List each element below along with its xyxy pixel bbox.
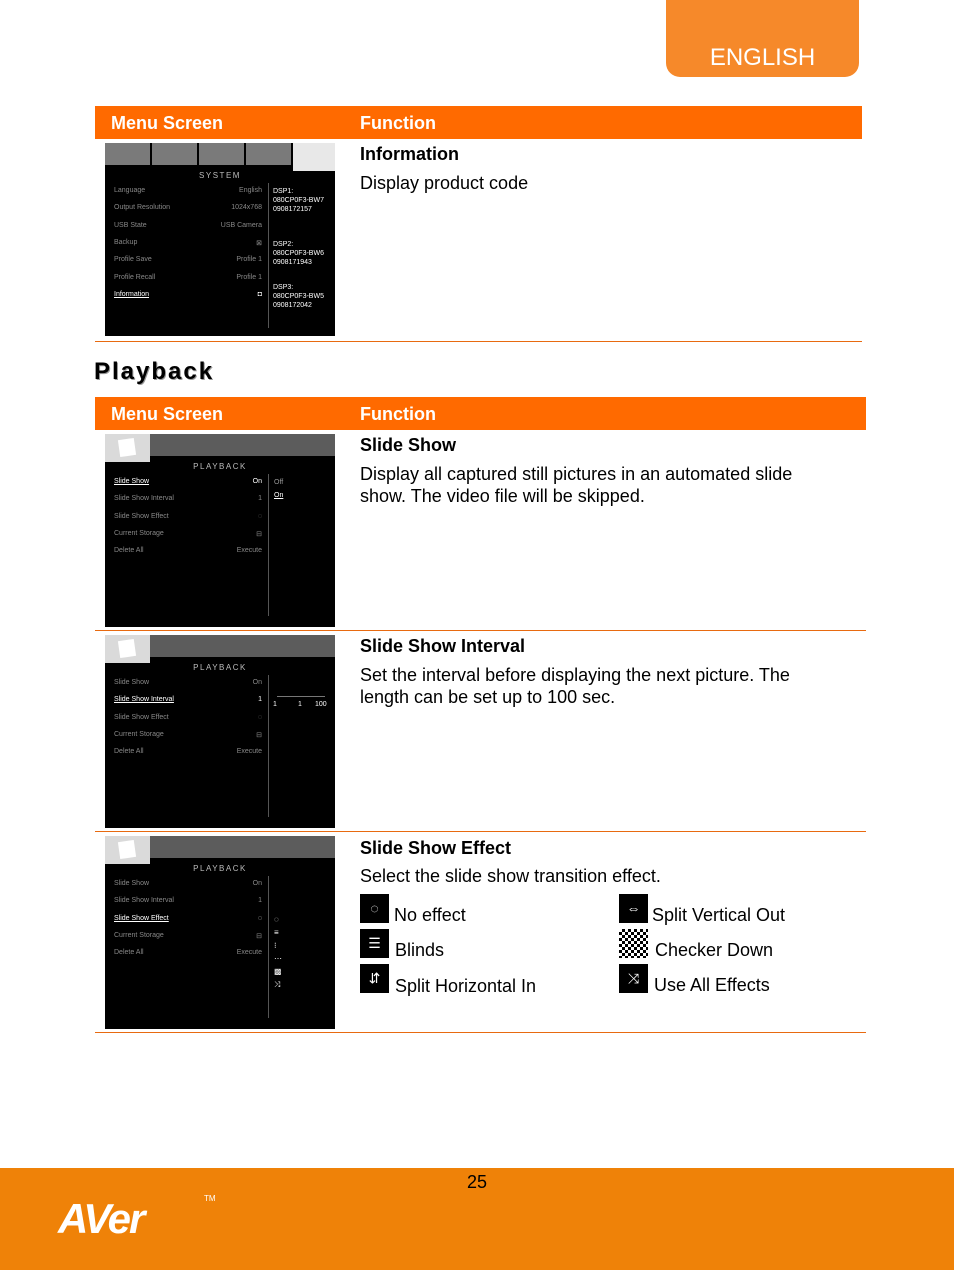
effect-label: Checker Down (655, 940, 774, 960)
table-header-playback (95, 397, 866, 430)
effect-list-icons: ◌ ≡ ⁝ ⋯ ▩ ⤨ (274, 915, 282, 989)
effect-label: Use All Effects (654, 975, 770, 995)
menu-item: Slide Show Effect ◌ (114, 513, 262, 520)
playback-interval-screenshot: PLAYBACK Slide Show On Slide Show Interval 1 Slide Show Effect ◌ Current Storage ⊟ Delete All Execute 1 1 100 (105, 635, 335, 828)
playback-slideshow-screenshot: PLAYBACK Slide Show On Slide Show Interval 1 Slide Show Effect ◌ Current Storage ⊟ Delete All Execute Off On (105, 434, 335, 627)
function-title: Slide Show Effect (360, 838, 512, 858)
col-function: Function (360, 404, 436, 424)
function-desc: Display product code (360, 173, 529, 193)
menu-item: Language English (114, 187, 262, 194)
page-number: 25 (466, 1172, 488, 1192)
col-menu-screen: Menu Screen (111, 113, 224, 133)
interval-min: 1 (298, 701, 302, 708)
menu-item: Slide Show Effect ◌ (114, 714, 262, 721)
split-horizontal-in-icon: ⇵ (360, 964, 389, 993)
effect-label: Split Horizontal In (395, 976, 537, 996)
option-off: Off (274, 479, 284, 486)
menu-item: Output Resolution 1024x768 (114, 204, 262, 211)
menu-item: Delete All Execute (114, 547, 262, 554)
function-desc: Select the slide show transition effect. (360, 866, 661, 886)
aver-logo: AVer (58, 1195, 144, 1242)
screen-heading: SYSTEM (199, 171, 241, 180)
col-menu-screen: Menu Screen (111, 404, 224, 424)
menu-item: Delete All Execute (114, 949, 262, 956)
menu-item: Profile Save Profile 1 (114, 256, 262, 263)
function-title: Slide Show (360, 435, 457, 455)
dsp-info: DSP3: 080CP0F3-BW5 0908172042 (273, 284, 324, 309)
dsp-info: DSP2: 080CP0F3-BW6 0908171943 (273, 241, 324, 266)
function-desc: Set the interval before displaying the next picture. The length can be set up to 100 sec. (360, 665, 790, 707)
effect-label: Blinds (395, 940, 445, 960)
system-tab-icon (293, 143, 335, 171)
table-header-system (95, 106, 862, 139)
menu-item: Slide Show Interval 1 (114, 495, 262, 502)
interval-value: 1 (273, 701, 277, 708)
menu-item: Current Storage ⊟ (114, 731, 262, 739)
menu-item: USB State USB Camera (114, 222, 262, 229)
menu-item: Profile Recall Profile 1 (114, 274, 262, 281)
blinds-icon: ☰ (360, 929, 389, 958)
dsp-info: DSP1: 080CP0F3-BW7 0908172157 (273, 188, 324, 213)
col-function: Function (360, 113, 436, 133)
interval-max: 100 (315, 701, 327, 708)
checker-down-icon (619, 929, 648, 958)
menu-item: Current Storage ⊟ (114, 932, 262, 940)
menu-item: Slide Show Interval 1 (114, 897, 262, 904)
use-all-effects-icon: ⤨ (619, 964, 648, 993)
menu-item-active: Slide Show On (114, 478, 262, 485)
function-title: Information (360, 144, 459, 164)
split-vertical-out-icon: ⇔ (619, 894, 648, 923)
menu-item-active: Slide Show Interval 1 (114, 696, 262, 703)
function-desc: Display all captured still pictures in an automated slide show. The video file will be skipped. (360, 464, 793, 506)
language-tab: ENGLISH (666, 0, 859, 77)
effect-label: Split Vertical Out (652, 905, 786, 925)
menu-item: Slide Show On (114, 880, 262, 887)
section-title-playback: Playback (94, 358, 215, 385)
menu-item: Backup ⊠ (114, 239, 262, 247)
function-title: Slide Show Interval (360, 636, 526, 656)
menu-item: Current Storage ⊟ (114, 530, 262, 538)
menu-item-active: Slide Show Effect ◌ (114, 915, 262, 922)
menu-item: Slide Show On (114, 679, 262, 686)
playback-effect-screenshot: PLAYBACK Slide Show On Slide Show Interval 1 Slide Show Effect ◌ Current Storage ⊟ Delete All Execute ◌ ≡ ⁝ ⋯ ▩ ⤨ (105, 836, 335, 1029)
menu-item: Delete All Execute (114, 748, 262, 755)
system-menu-screenshot (105, 143, 335, 336)
option-on: On (274, 492, 284, 499)
trademark: TM (204, 1194, 216, 1203)
effect-label: No effect (394, 905, 466, 925)
no-effect-icon: ◌ (360, 894, 389, 923)
menu-item-active: Information ◘ (114, 291, 262, 298)
